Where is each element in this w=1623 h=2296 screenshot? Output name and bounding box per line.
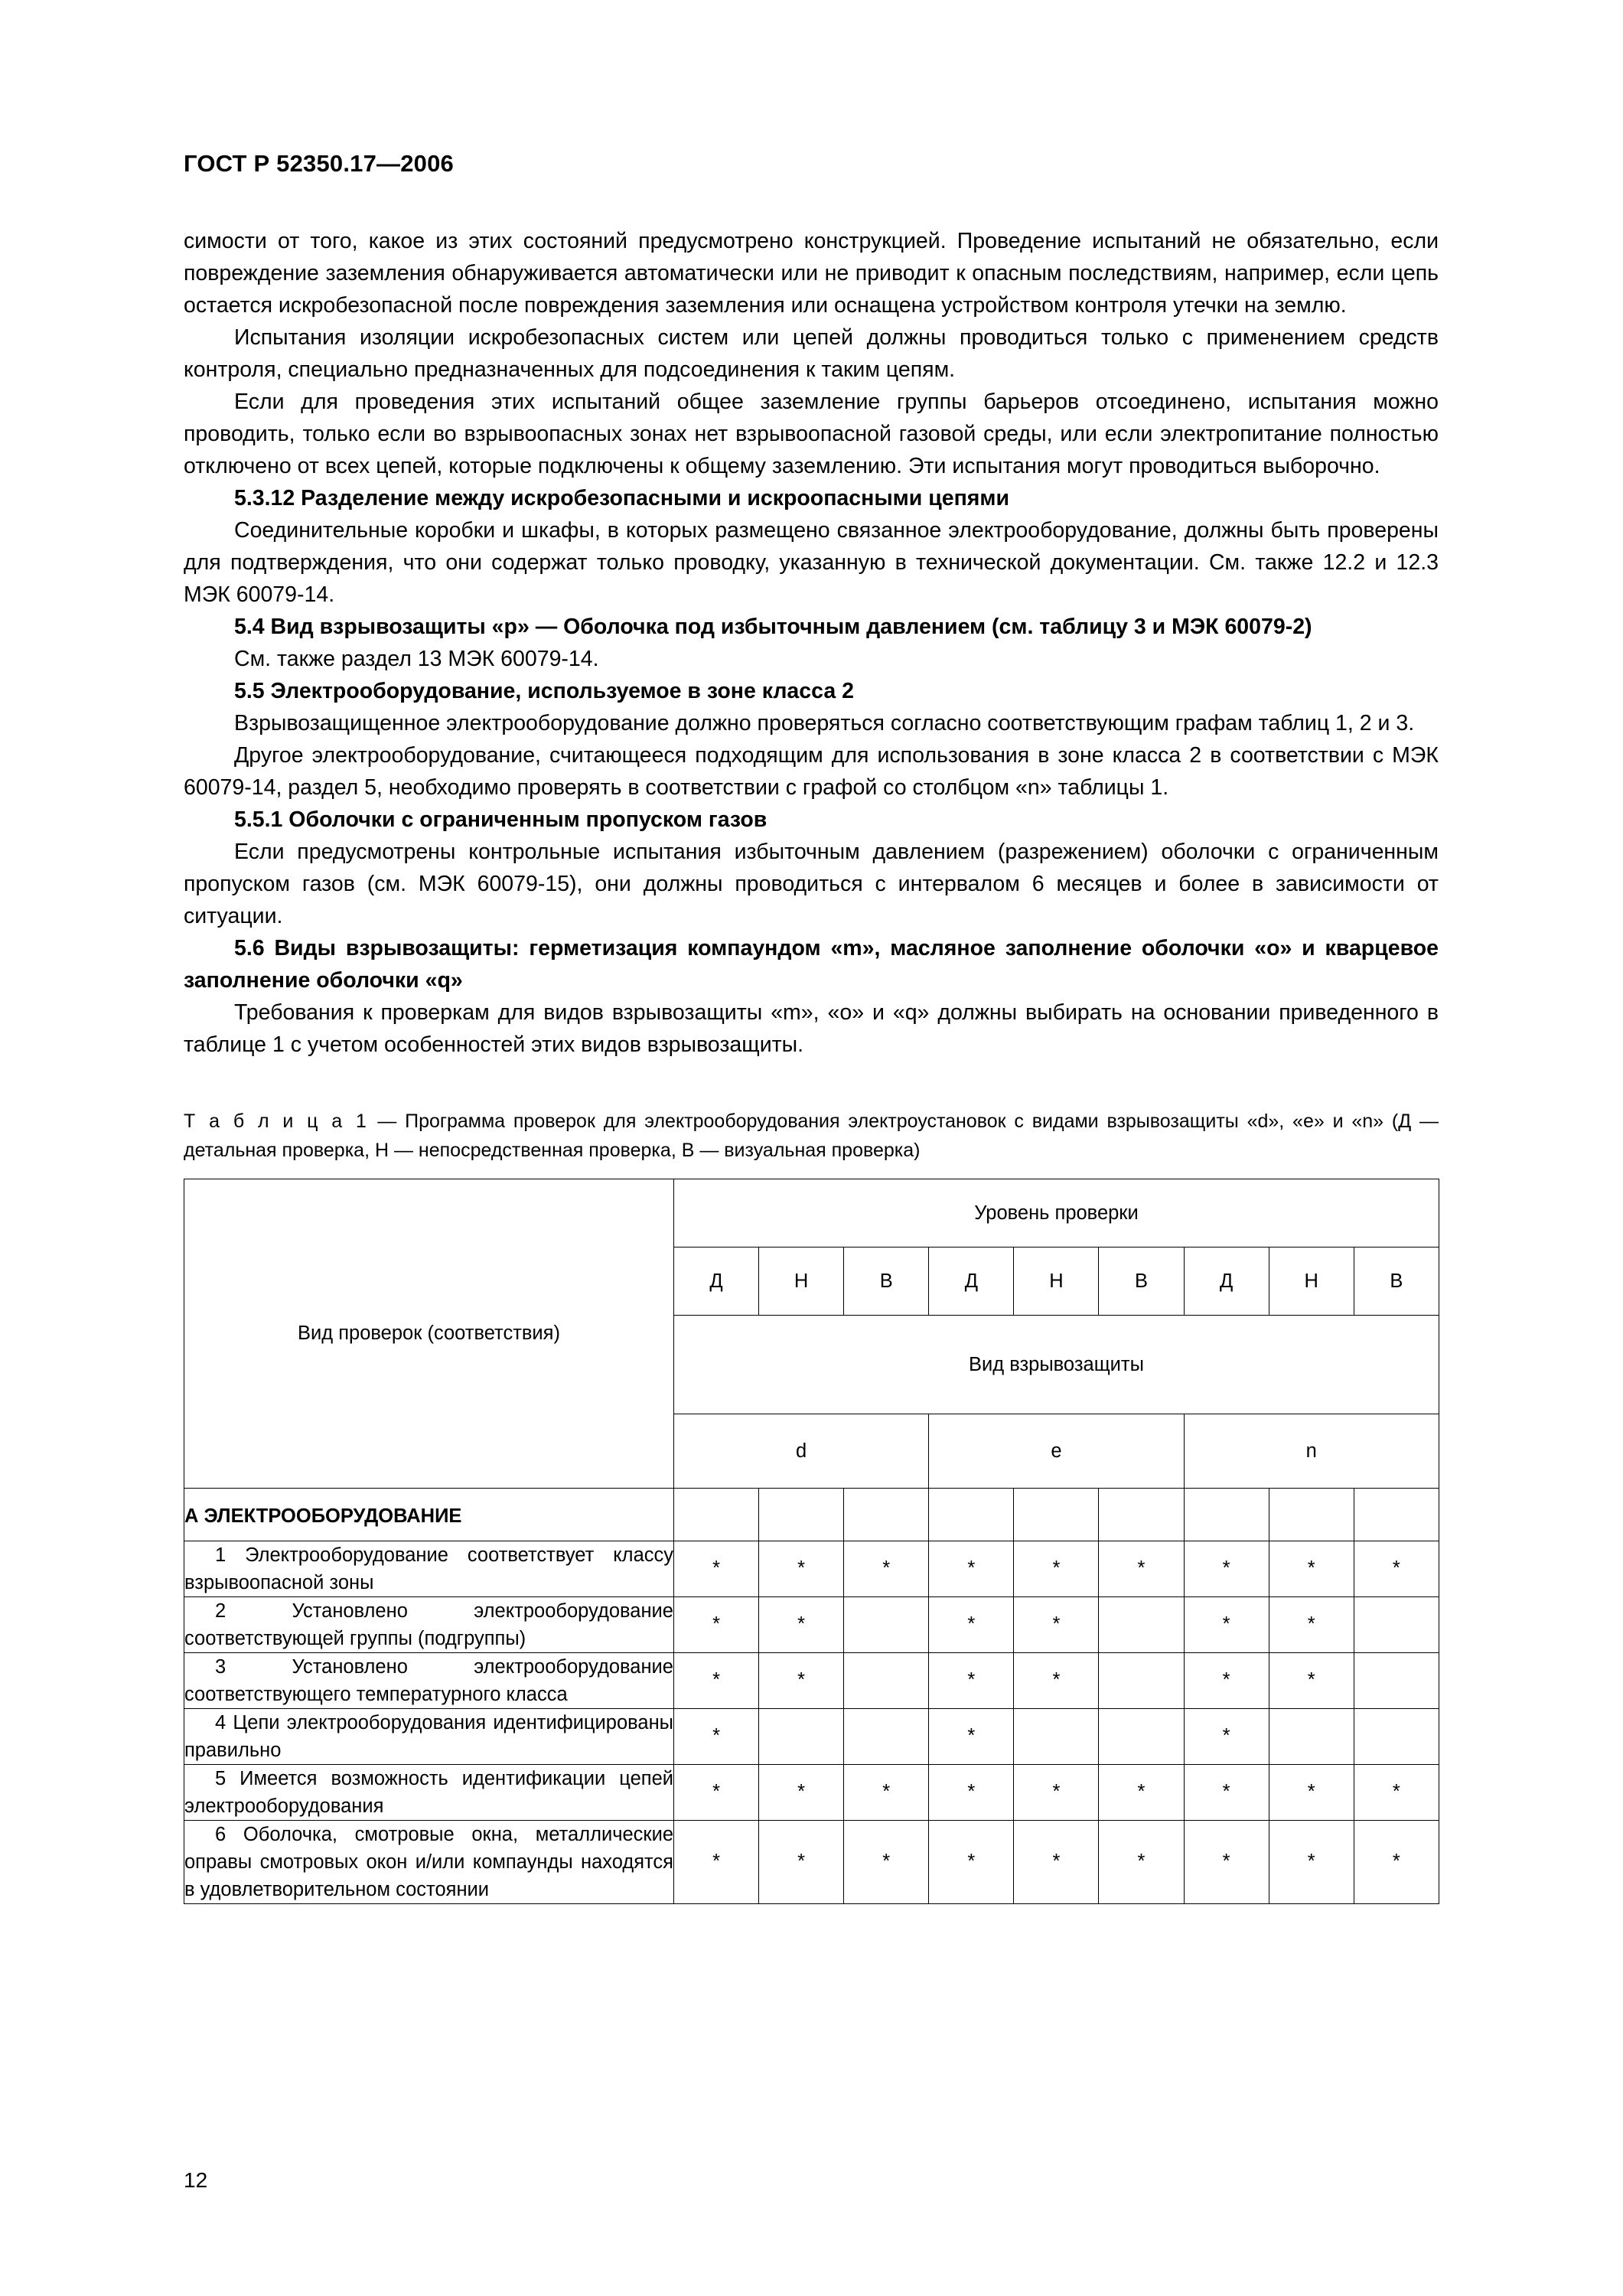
table-mark-cell — [674, 1489, 759, 1541]
table-mark-cell: * — [674, 1709, 759, 1765]
table-row — [184, 1709, 1439, 1765]
table-header-level-d-1: Д — [674, 1247, 759, 1316]
table-mark-cell: * — [844, 1541, 929, 1597]
paragraph-requirements-moq: Требования к проверкам для видов взрывозащиты «m», «о» и «q» должны выбирать на основании приведенного в таблице 1 с учетом особенностей этих видов взрывозащиты. — [184, 1000, 1439, 1057]
paragraph-junction-boxes: Соединительные коробки и шкафы, в которых размещено связанное электрооборудование, должны быть проверены для подтверждения, что они содержат только проводку, указанную в технической документации. См. также 12.2 и 12.3 МЭК 60079-14. — [184, 518, 1439, 607]
paragraph-insulation-tests: Испытания изоляции искробезопасных систем или цепей должны проводиться только с применением средств контроля, специально предназначенных для подсоединения к таким цепям. — [184, 325, 1439, 382]
table-header-inspection-level: Уровень проверки — [674, 1179, 1439, 1247]
paragraph-other-equipment: Другое электрооборудование, считающееся подходящим для использования в зоне класса 2 в соответствии с МЭК 60079-14, раздел 5, необходимо проверять в соответствии с графой со столбцом «n» таблицы 1. — [184, 743, 1439, 800]
table-item-label: Установлено электрооборудование соответствующей группы (подгруппы) — [184, 1600, 673, 1649]
table-item-label: Установлено электрооборудование соответствующего температурного класса — [184, 1656, 673, 1705]
table-header-level-n-1: Н — [759, 1247, 844, 1316]
table-section-header: А ЭЛЕКТРООБОРУДОВАНИЕ — [184, 1489, 674, 1541]
table-mark-cell — [1099, 1709, 1184, 1765]
table-header-level-v-1: В — [844, 1247, 929, 1316]
table-mark-cell — [844, 1653, 929, 1709]
table-mark-cell: * — [1184, 1541, 1269, 1597]
table-mark-cell — [1014, 1709, 1099, 1765]
table-item-label: Цепи электрооборудования идентифицированы правильно — [184, 1712, 673, 1761]
table-header-protection-e: e — [929, 1414, 1184, 1489]
table-mark-cell: * — [759, 1541, 844, 1597]
table-mark-cell: * — [1099, 1765, 1184, 1821]
table-header-protection-n: n — [1184, 1414, 1439, 1489]
table-row — [184, 1653, 1439, 1709]
paragraph-common-earth: Если для проведения этих испытаний общее заземление группы барьеров отсоединено, испытания можно проводить, только если во взрывоопасных зонах нет взрывоопасной газовой среды, или если электропитание полностью отключено от всех цепей, которые подключены к общему заземлению. Эти испытания могут проводиться выборочно. — [184, 390, 1439, 478]
heading-5-6: 5.6 Виды взрывозащиты: герметизация компаундом «m», масляное заполнение оболочки «о» и кварцевое заполнение оболочки «q» — [184, 936, 1439, 993]
table-header-check-type: Вид проверок (соответствия) — [184, 1179, 674, 1489]
table-mark-cell — [929, 1489, 1014, 1541]
table-item-number: 5 — [215, 1768, 227, 1789]
table-header-level-n-3: Н — [1269, 1247, 1354, 1316]
table-caption-label: Т а б л и ц а 1 — [184, 1110, 370, 1132]
table-mark-cell: * — [1269, 1765, 1354, 1821]
table-mark-cell: * — [929, 1709, 1014, 1765]
table-item-cell — [184, 1541, 674, 1597]
table-mark-cell — [1014, 1489, 1099, 1541]
table-mark-cell — [1099, 1489, 1184, 1541]
table-mark-cell: * — [759, 1597, 844, 1653]
table-item-number: 3 — [215, 1656, 227, 1678]
table-mark-cell: * — [1014, 1765, 1099, 1821]
page-content — [184, 150, 1439, 1904]
table-mark-cell — [1354, 1709, 1439, 1765]
table-mark-cell: * — [1184, 1821, 1269, 1904]
table-row — [184, 1765, 1439, 1821]
table-header-level-v-3: В — [1354, 1247, 1439, 1316]
table-item-cell — [184, 1653, 674, 1709]
table-mark-cell: * — [1269, 1597, 1354, 1653]
table-mark-cell: * — [674, 1541, 759, 1597]
table-mark-cell — [844, 1709, 929, 1765]
heading-5-3-12: 5.3.12 Разделение между искробезопасными и искроопасными цепями — [234, 486, 1010, 510]
table-mark-cell — [844, 1597, 929, 1653]
table-item-label: Электрооборудование соответствует классу взрывоопасной зоны — [184, 1544, 673, 1593]
table-item-label: Оболочка, смотровые окна, металлические оправы смотровых окон и/или компаунды находятся в удовлетворительном состоянии — [184, 1824, 673, 1900]
table-mark-cell — [1354, 1653, 1439, 1709]
table-mark-cell: * — [1184, 1597, 1269, 1653]
table-mark-cell: * — [929, 1597, 1014, 1653]
table-mark-cell: * — [1014, 1653, 1099, 1709]
paragraph-restricted-breathing: Если предусмотрены контрольные испытания избыточным давлением (разрежением) оболочки с ограниченным пропуском газов (см. МЭК 60079-15), они должны проводиться с интервалом 6 месяцев и более в зависимости от ситуации. — [184, 840, 1439, 928]
table-mark-cell: * — [1354, 1765, 1439, 1821]
paragraph-continued: симости от того, какое из этих состояний предусмотрено конструкцией. Проведение испытаний не обязательно, если повреждение заземления обнаруживается автоматически или не приводит к опасным последствиям, например, если цепь остается искробезопасной после повреждения заземления или оснащена устройством контроля утечки на землю. — [184, 229, 1439, 318]
table-item-cell — [184, 1709, 674, 1765]
table-item-cell — [184, 1821, 674, 1904]
table-mark-cell: * — [674, 1653, 759, 1709]
table-mark-cell: * — [674, 1597, 759, 1653]
table-mark-cell — [844, 1489, 929, 1541]
table-header-row-level-group — [184, 1179, 1439, 1247]
table-mark-cell: * — [1184, 1709, 1269, 1765]
table-mark-cell — [1184, 1489, 1269, 1541]
table-row — [184, 1489, 1439, 1541]
table-mark-cell — [1354, 1489, 1439, 1541]
heading-5-5-1: 5.5.1 Оболочки с ограниченным пропуском газов — [234, 807, 768, 832]
table-item-cell — [184, 1597, 674, 1653]
table-mark-cell: * — [1269, 1541, 1354, 1597]
table-row — [184, 1597, 1439, 1653]
table-mark-cell: * — [929, 1821, 1014, 1904]
table-mark-cell: * — [1354, 1821, 1439, 1904]
table-mark-cell: * — [1099, 1541, 1184, 1597]
table-mark-cell — [1269, 1489, 1354, 1541]
table-header-level-v-2: В — [1099, 1247, 1184, 1316]
table-row — [184, 1541, 1439, 1597]
table-mark-cell — [759, 1489, 844, 1541]
table-mark-cell: * — [929, 1653, 1014, 1709]
table-header-level-d-2: Д — [929, 1247, 1014, 1316]
inspection-schedule-table — [184, 1179, 1439, 1904]
table-mark-cell: * — [929, 1541, 1014, 1597]
document-standard-header: ГОСТ Р 52350.17—2006 — [184, 150, 454, 177]
table-body — [184, 1489, 1439, 1904]
page-number: 12 — [184, 2168, 208, 2192]
paragraph-explosion-protected-equipment: Взрывозащищенное электрооборудование должно проверяться согласно соответствующим графам таблиц 1, 2 и 3. — [234, 711, 1415, 735]
paragraph-see-clause-13: См. также раздел 13 МЭК 60079-14. — [234, 647, 599, 671]
table-mark-cell: * — [1014, 1541, 1099, 1597]
heading-5-4: 5.4 Вид взрывозащиты «p» — Оболочка под избыточным давлением (см. таблицу 3 и МЭК 60079-2) — [234, 615, 1312, 639]
table-header-protection-type: Вид взрывозащиты — [674, 1316, 1439, 1414]
table-mark-cell: * — [1184, 1765, 1269, 1821]
table-mark-cell: * — [759, 1821, 844, 1904]
table-head — [184, 1179, 1439, 1489]
table-mark-cell: * — [844, 1821, 929, 1904]
table-item-number: 6 — [215, 1824, 227, 1845]
table-mark-cell: * — [674, 1821, 759, 1904]
table-caption-dash: — — [369, 1110, 406, 1132]
table-row — [184, 1821, 1439, 1904]
table-mark-cell: * — [759, 1653, 844, 1709]
table-mark-cell — [759, 1709, 844, 1765]
table-mark-cell — [1099, 1653, 1184, 1709]
table-mark-cell: * — [1354, 1541, 1439, 1597]
heading-5-5: 5.5 Электрооборудование, используемое в зоне класса 2 — [234, 679, 854, 703]
table-mark-cell: * — [1014, 1821, 1099, 1904]
table-mark-cell — [1099, 1597, 1184, 1653]
table-mark-cell: * — [1269, 1821, 1354, 1904]
table-item-label: Имеется возможность идентификации цепей электрооборудования — [184, 1768, 673, 1817]
table-mark-cell — [1269, 1709, 1354, 1765]
table-mark-cell: * — [674, 1765, 759, 1821]
table-item-cell — [184, 1765, 674, 1821]
table-mark-cell: * — [759, 1765, 844, 1821]
table-header-protection-d: d — [674, 1414, 929, 1489]
table-mark-cell: * — [1099, 1821, 1184, 1904]
table-mark-cell: * — [1184, 1653, 1269, 1709]
table-mark-cell — [1354, 1597, 1439, 1653]
table-mark-cell: * — [844, 1765, 929, 1821]
table-caption-text: Программа проверок для электрооборудования электроустановок с видами взрывозащиты «d», «е» и «n» (Д — детальная проверка, Н — непосредственная проверка, В — визуальная проверка) — [184, 1110, 1439, 1161]
table-mark-cell: * — [929, 1765, 1014, 1821]
table-item-number: 4 — [215, 1712, 227, 1733]
table-mark-cell: * — [1269, 1653, 1354, 1709]
table-mark-cell: * — [1014, 1597, 1099, 1653]
table-caption — [184, 1107, 1439, 1165]
table-header-level-n-2: Н — [1014, 1247, 1099, 1316]
table-header-level-d-3: Д — [1184, 1247, 1269, 1316]
table-item-number: 2 — [215, 1600, 227, 1622]
table-item-number: 1 — [215, 1544, 227, 1566]
